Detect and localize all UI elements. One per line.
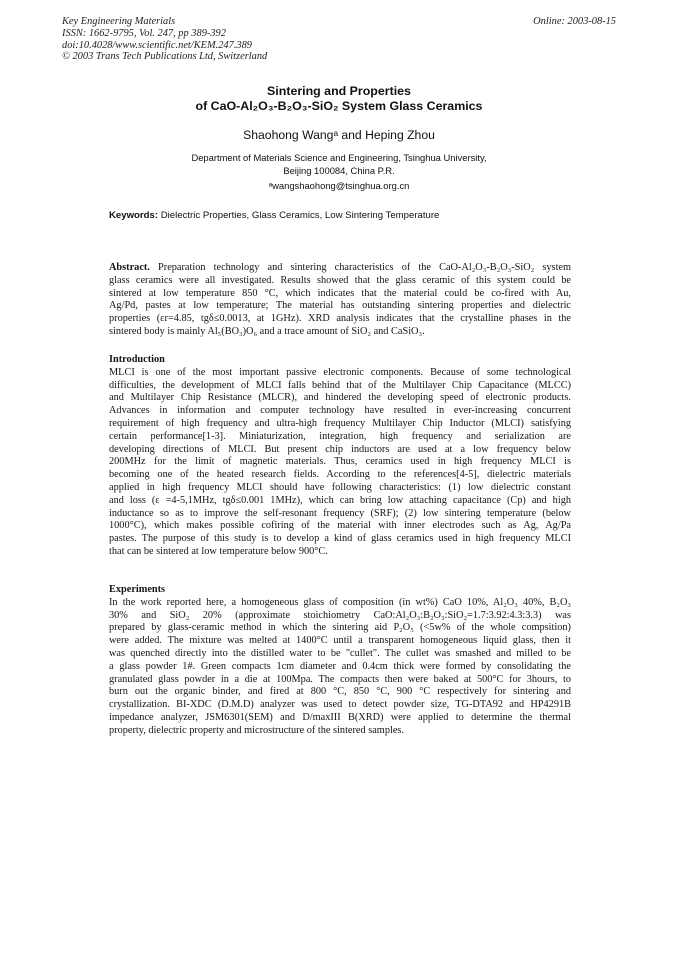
keywords-text: Dielectric Properties, Glass Ceramics, Low Sintering Temperature <box>160 210 440 221</box>
experiments-line: granulated glass powder in a die at 100Mpa. The compacts then were baked at 500°C for 3hours, to <box>109 673 571 685</box>
introduction-line: 200MHz for the limit of magnetic materials. Thus, ceramics used in high frequency MLCI is <box>109 456 571 468</box>
abstract-label: Abstract. <box>109 262 150 273</box>
experiments-line: burn out the organic binder, and fired at 800 °C, 850 °C, 900 °C respectively for sintering and <box>109 686 571 698</box>
abstract-line: glass ceramics were all investigated. Results showed that the glass ceramic of this system could be <box>109 274 571 286</box>
abstract-line: Ag/Pd, pastes at low temperature; The material has outstanding sintering properties and dielectric <box>109 300 571 312</box>
online-date: Online: 2003-08-15 <box>533 16 616 27</box>
abstract-line: sintered at low temperature 850 °C, which indicates that the material could be co-fired with Au, <box>109 287 571 299</box>
experiments-line: In the work reported here, a homogeneous glass of composition (in wt%) CaO 10%, Al₂O₃ 40%, B₂O₃ <box>109 596 571 608</box>
introduction-line: certain performance[1-3]. Miniaturization, integration, high frequency and serialization are <box>109 430 571 442</box>
journal-header <box>62 16 267 63</box>
experiments-line: crystallization. BI-XDC (D.M.D) analyzer was used to detect powder size, TG-DTA92 and HP4291B <box>109 699 571 711</box>
abstract-line <box>109 262 571 275</box>
abstract-line: sintered body is mainly Al₅(BO₃)O₆ and a trace amount of SiO₂ and CaSiO₃. <box>109 325 425 337</box>
introduction-line: inductance so as to improve the self-resonant frequency (SRF); (2) low sintering temperature (below <box>109 507 571 519</box>
introduction-line: that can be sintered at low temperature below 900°C. <box>109 545 328 557</box>
introduction-line: MLCI is one of the most important passive electronic components. Because of some technological <box>109 366 571 378</box>
paper-title <box>0 84 678 114</box>
experiments-line: prepared by glass-ceramic method in which the sintering aid P₂O₅ (<5w% of the whole compsition) <box>109 622 571 634</box>
experiments-section <box>109 584 571 738</box>
journal-name: Key Engineering Materials <box>62 16 176 27</box>
abstract-section <box>109 262 571 339</box>
experiments-line: were added. The mixture was melted at 1400°C until a transparent homogeneous liquid glass, then it <box>109 635 571 647</box>
introduction-section <box>109 354 571 559</box>
keywords-label: Keywords: <box>109 210 159 221</box>
experiments-line: was quenched directly into the distilled water to be "cullet". The cullet was smashed and milled to be <box>109 647 571 659</box>
experiments-line: a glass powder 1#. Green compacts 1cm diameter and 0.4cm thick were formed by consolidating the <box>109 660 571 672</box>
experiments-heading: Experiments <box>109 584 166 595</box>
abstract-line: properties (εr=4.85, tgδ≤0.0013, at 1GHz). XRD analysis indicates that the crystalline phases in the <box>109 313 571 325</box>
introduction-line: difficulties, the development of MLCI falls behind that of the Multilayer Chip Capacitance (MLCC) <box>109 379 571 391</box>
title-line-1: Sintering and Properties <box>267 84 411 98</box>
introduction-line: applied in high frequency MLCI should have following characteristics: (1) low dielectric constant <box>109 481 571 493</box>
abstract-line-text: Preparation technology and sintering characteristics of the CaO-Al₂O₃-B₂O₃-SiO₂ system <box>158 262 572 273</box>
title-line-2: of CaO-Al₂O₃-B₂O₃-SiO₂ System Glass Ceramics <box>195 99 483 113</box>
introduction-line: developing directions of MLCI. But present chip inductors are used at a low frequency below <box>109 443 571 455</box>
doi-line: doi:10.4028/www.scientific.net/KEM.247.389 <box>62 39 252 51</box>
introduction-line: becoming one of the heated research fields. According to the references[4-5], dielectric materials <box>109 469 571 481</box>
affiliation <box>0 152 678 193</box>
introduction-line: and Multilayer Chip Resistance (MLCR), and hindered the developing speed of electronic products. <box>109 392 571 404</box>
affiliation-line-1: Department of Materials Science and Engineering, Tsinghua University, <box>191 152 487 163</box>
affiliation-line-2: Beijing 100084, China P.R. <box>283 164 395 176</box>
authors: Shaohong Wangᵃ and Heping Zhou <box>243 128 435 142</box>
introduction-line: 1000°C), which makes possible cofiring of the material with inner electrodes such as Ag, Ag/Pa <box>109 520 571 532</box>
introduction-line: requirement of high frequency and ultra-high frequency Multilayer Chip Inductor (MLCI) satisfying <box>109 417 571 429</box>
author-email: ᵃwangshaohong@tsinghua.org.cn <box>268 180 410 191</box>
introduction-line: pastes. The purpose of this study is to develop a kind of glass ceramics used in high frequency MLCI <box>109 533 571 545</box>
experiments-line: property, dielectric property and microstructure of the sintered samples. <box>109 724 404 736</box>
copyright-line: © 2003 Trans Tech Publications Ltd, Switzerland <box>62 51 268 63</box>
introduction-line: Advances in information and computer technology have resulted in ever-increasing concurrent <box>109 405 571 417</box>
experiments-line: impedance analyzer, JSM6301(SEM) and D/maxIII B(XRD) were applied to determine the thermal <box>109 711 571 723</box>
experiments-line: 30% and SiO₂ 20% (approximate stoichiometry CaO:Al₂O₃:B₂O₃:SiO₂=1.7:3.92:4.3:3.3) was <box>109 609 571 621</box>
introduction-heading: Introduction <box>109 354 165 365</box>
introduction-line: and loss (ε =4-5,1MHz, tgδ≤0.001 1MHz), which can bring low attaching capacitance (Cp) and high <box>109 494 571 506</box>
keywords <box>109 210 439 221</box>
issn-line: ISSN: 1662-9795, Vol. 247, pp 389-392 <box>62 27 226 39</box>
